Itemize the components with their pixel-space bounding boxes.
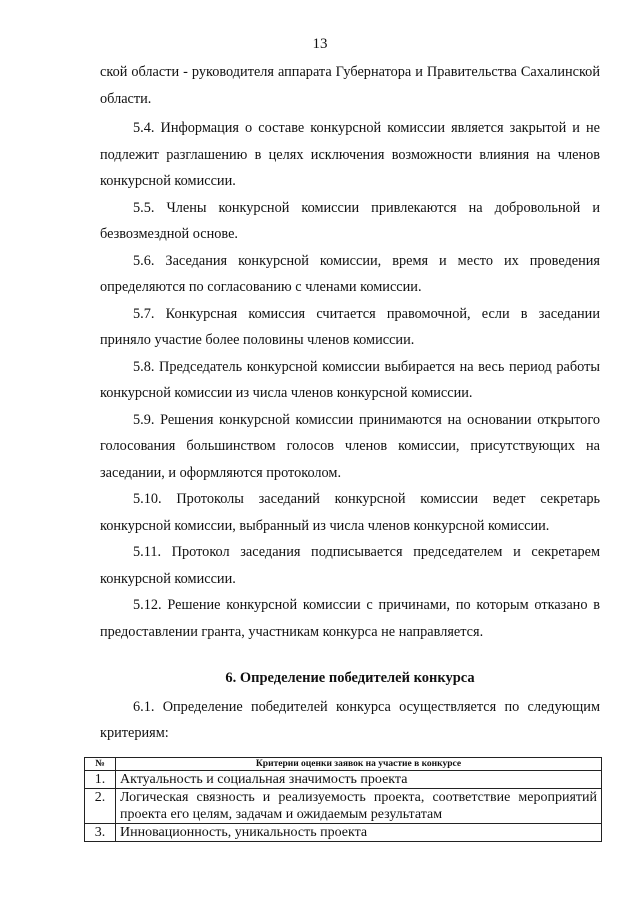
criteria-table <box>84 757 602 842</box>
row-number: 1. <box>85 770 116 788</box>
paragraph-5-8: 5.8. Председатель конкурсной комиссии выбирается на весь период работы конкурсной комиссии из числа членов конкурсной комиссии. <box>100 358 600 401</box>
paragraph-5-12: 5.12. Решение конкурсной комиссии с причинами, по которым отказано в предоставлении гранта, участникам конкурса не направляется. <box>100 597 600 640</box>
row-criterion: Актуальность и социальная значимость проекта <box>116 770 602 788</box>
row-criterion: Инновационность, уникальность проекта <box>116 823 602 841</box>
table-row <box>85 823 602 841</box>
row-criterion: Логическая связность и реализуемость проекта, соответствие мероприятий проекта его целям, задачам и ожидаемым результатам <box>116 788 602 823</box>
paragraph-5-10: 5.10. Протоколы заседаний конкурсной комиссии ведет секретарь конкурсной комиссии, выбранный из числа членов конкурсной комиссии. <box>100 491 600 534</box>
paragraph-5-7: 5.7. Конкурсная комиссия считается правомочной, если в заседании приняло участие более половины членов комиссии. <box>100 305 600 348</box>
paragraph-5-4: 5.4. Информация о составе конкурсной комиссии является закрытой и не подлежит разглашению в целях исключения возможности влияния на членов конкурсной комиссии. <box>100 120 600 189</box>
paragraph-5-5: 5.5. Члены конкурсной комиссии привлекаются на добровольной и безвозмездной основе. <box>100 199 600 242</box>
paragraph-5-3-continuation: ской области - руководителя аппарата Губернатора и Правительства Сахалинской области. <box>100 64 600 107</box>
table-row <box>85 788 602 823</box>
paragraph-5-6: 5.6. Заседания конкурсной комиссии, время и место их проведения определяются по согласованию с членами комиссии. <box>100 252 600 295</box>
row-number: 2. <box>85 788 116 823</box>
table-header-number: № <box>85 757 116 770</box>
table-row <box>85 770 602 788</box>
paragraph-5-9: 5.9. Решения конкурсной комиссии принимаются на основании открытого голосования большинством голосов членов комиссии, присутствующих на заседании, и оформляются протоколом. <box>100 411 600 481</box>
document-body <box>94 59 600 842</box>
page-number: 13 <box>312 36 328 52</box>
table-header-criteria: Критерии оценки заявок на участие в конкурсе <box>116 757 602 770</box>
paragraph-6-1: 6.1. Определение победителей конкурса осуществляется по следующим критериям: <box>100 698 600 741</box>
section-heading: 6. Определение победителей конкурса <box>225 670 475 686</box>
table-header-row <box>85 757 602 770</box>
paragraph-5-11: 5.11. Протокол заседания подписывается председателем и секретарем конкурсной комиссии. <box>100 544 600 587</box>
row-number: 3. <box>85 823 116 841</box>
